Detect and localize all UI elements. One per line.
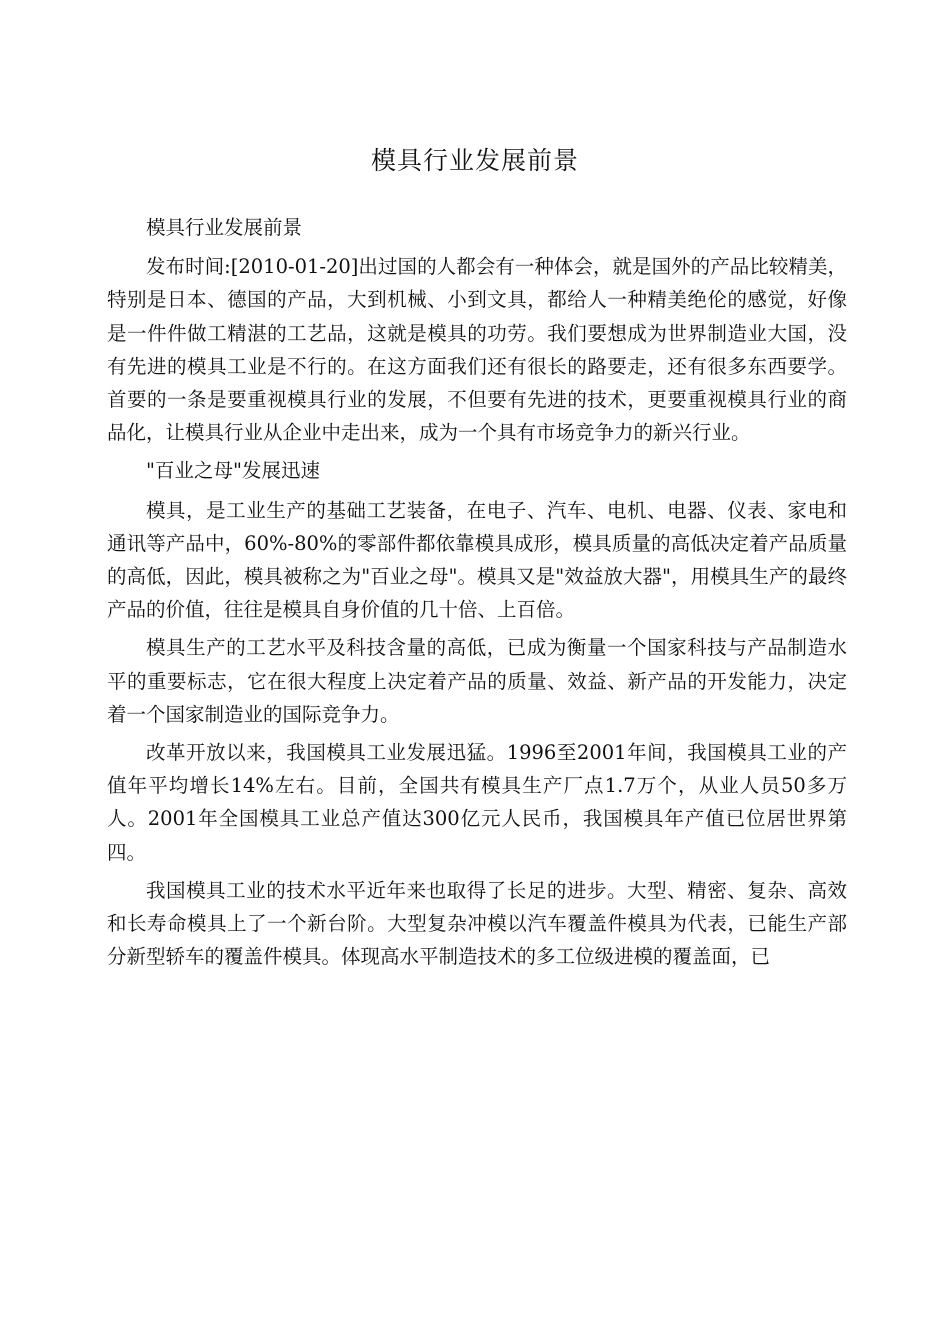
paragraph-tech-level: 模具生产的工艺水平及科技含量的高低，已成为衡量一个国家科技与产品制造水平的重要标志，它在很大程度上决定着产品的质量、效益、新产品的开发能力，决定着一个国家制造业的国际竞争力。: [107, 636, 847, 726]
section-heading-bai-ye-zhi-mu: "百业之母"发展迅速: [146, 459, 320, 483]
paragraph-subtitle: 模具行业发展前景: [146, 216, 303, 239]
paragraph-tech-progress: 我国模具工业的技术水平近年来也取得了长足的进步。大型、精密、复杂、高效和长寿命模具上了一个新台阶。大型复杂冲模以汽车覆盖件模具为代表，已能生产部分新型轿车的覆盖件模具。体现高水平制造技术的多工位级进模的覆盖面，已: [107, 878, 847, 969]
paragraph-reform-growth: 改革开放以来，我国模具工业发展迅猛。1996至2001年间，我国模具工业的产值年平均增长14%左右。目前，全国共有模具生产厂点1.7万个，从业人员50多万人。2001年全国模具工业总产值达300亿元人民币，我国模具年产值已位居世界第四。: [107, 741, 847, 864]
document-title: 模具行业发展前景: [370, 146, 579, 175]
paragraph-intro: 发布时间:[2010-01-20]出过国的人都会有一种体会，就是国外的产品比较精美，特别是日本、德国的产品，大到机械、小到文具，都给人一种精美绝伦的感觉，好像是一件件做工精湛的工艺品，这就是模具的功劳。我们要想成为世界制造业大国，没有先进的模具工业是不行的。在这方面我们还有很长的路要走，还有很多东西要学。首要的一条是要重视模具行业的发展，不但要有先进的技术，更要重视模具行业的商品化，让模具行业从企业中走出来，成为一个具有市场竞争力的新兴行业。: [107, 255, 847, 445]
paragraph-mold-basics: 模具，是工业生产的基础工艺装备，在电子、汽车、电机、电器、仪表、家电和通讯等产品中，60%-80%的零部件都依靠模具成形，模具质量的高低决定着产品质量的高低，因此，模具被称之为"百业之母"。模具又是"效益放大器"，用模具生产的最终产品的价值，往往是模具自身价值的几十倍、上百倍。: [107, 498, 847, 622]
document-body: [107, 211, 847, 978]
